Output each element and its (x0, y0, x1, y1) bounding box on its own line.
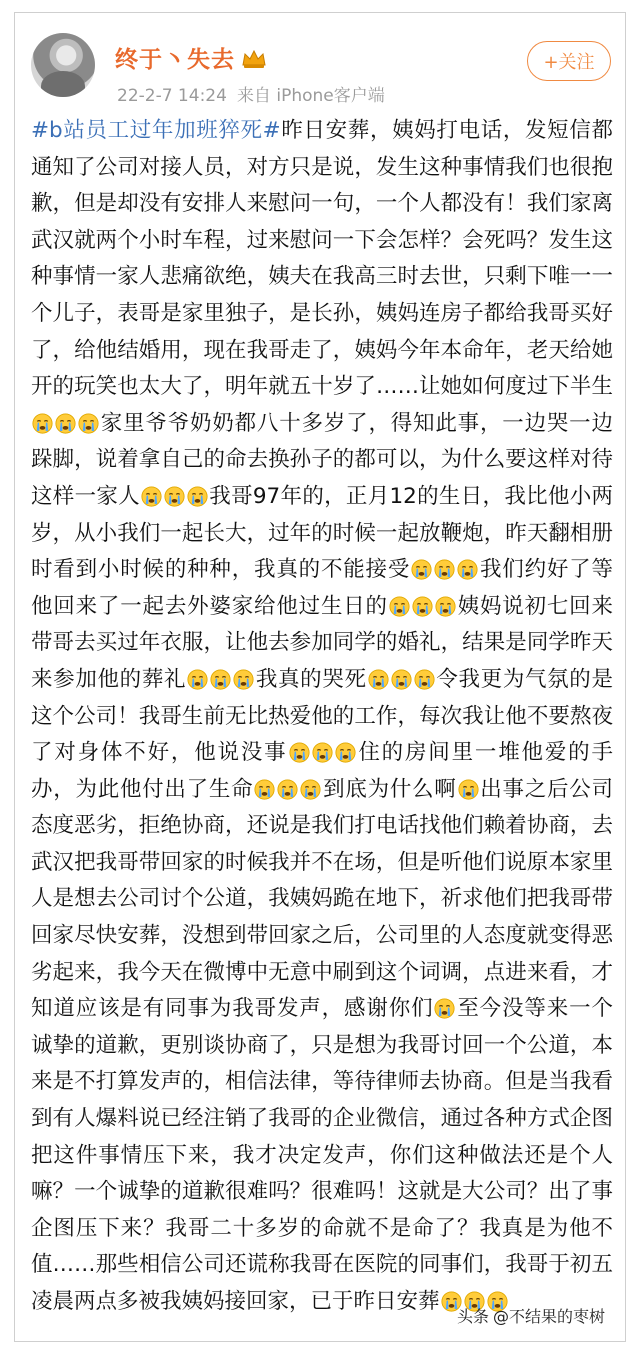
crying-face-icon (187, 669, 208, 690)
post-text-segment: 到底为什么啊 (322, 776, 457, 802)
post-text-segment: 昨日安葬，姨妈打电话，发短信都通知了公司对接人员，对方只是说，发生这种事情我们也很抱歉，但是却没有安排人来慰问一句，一个人都没有！我们家离武汉就两个小时车程，过来慰问一下会怎样？会死吗？发生这种事情一家人悲痛欲绝，姨夫在我高三时去世，只剩下唯一一个儿子，表哥是家里独子，是长孙，姨妈连房子都给我哥买好了，给他结婚用，现在我哥走了，姨妈今年本命年，老天给她开的玩笑也太大了，明年就五十岁了……让她如何度过下半生 (31, 118, 613, 400)
crying-face-icon (164, 486, 185, 507)
crying-face-icon (312, 742, 333, 763)
post-text-segment: 出事之后公司态度恶劣，拒绝协商，还说是我们打电话找他们赖着协商，去武汉把我哥带回家的时候我并不在场，但是听他们说原本家里人是想去公司讨个公道，我姨妈跪在地下，祈求他们把我哥带回家尽快安葬，没想到带回家之后，公司里的人态度就变得恶劣起来，我今天在微博中无意中刷到这个词调，点进来看，才知道应该是有同事为我哥发声，感谢你们 (31, 776, 613, 1022)
crying-face-icon (277, 779, 298, 800)
crying-face-icon (368, 669, 389, 690)
crying-face-icon (210, 669, 231, 690)
watermark-prefix: 头条 (456, 1307, 489, 1326)
post-text-segment: 至今没等来一个诚挚的道歉，更别谈协商了，只是想为我哥讨回一个公道，本来是不打算发声的，相信法律，等待律师去协商。但是当我看到有人爆料说已经注销了我哥的企业微信，通过各种方式企图把这件事情压下来，我才决定发声，你们这种做法还是个人嘛？一个诚挚的道歉很难吗？很难吗！这就是大公司？出了事企图压下来？我哥二十多岁的命就不是命了？我真是为他不值……那些相信公司还谎称我哥在医院的同事们，我哥于初五凌晨两点多被我姨妈接回家，已于昨日安葬 (31, 996, 613, 1314)
post-meta (117, 81, 385, 106)
post-text-segment: 姨妈说初七回来带哥去买过年衣服，让他去参加同学的婚礼，结果是同学昨天来参加他的葬礼 (31, 593, 613, 692)
crying-face-icon (434, 559, 455, 580)
post-source: 来自 iPhone客户端 (236, 86, 385, 106)
crying-face-icon (32, 413, 53, 434)
crying-face-icon (389, 596, 410, 617)
crying-face-icon (412, 596, 433, 617)
avatar[interactable] (31, 33, 95, 97)
post-text-segment: 令我更为气氛的是这个公司！我哥生前无比热爱他的工作，每次我让他不要熬夜了对身体不好，他说没事 (31, 666, 613, 766)
crying-face-icon (335, 742, 356, 763)
crying-face-icon (457, 559, 478, 580)
crying-face-icon (434, 998, 455, 1019)
crying-face-icon (458, 779, 479, 800)
crying-face-icon (55, 413, 76, 434)
post-text-segment: 我真的哭死 (255, 666, 367, 692)
post-text (31, 113, 613, 1321)
post-text-segment: 我哥97年的，正月12的生日，我比他小两岁，从小我们一起长大，过年的时候一起放鞭炮，昨天翻相册时看到小时候的种种，我真的不能接受 (31, 483, 613, 583)
post-text-segment: 家里爷爷奶奶都八十多岁了，得知此事，一边哭一边跺脚，说着拿自己的命去换孙子的都可以，为什么要这样对待这样一家人 (31, 410, 613, 509)
crying-face-icon (391, 669, 412, 690)
hashtag-link[interactable]: #b站员工过年加班猝死# (31, 118, 281, 143)
crying-face-icon (414, 669, 435, 690)
crying-face-icon (78, 413, 99, 434)
author-name[interactable] (115, 41, 267, 74)
crying-face-icon (187, 486, 208, 507)
post-text-segment: 住的房间里一堆他爱的手办，为此他付出了生命 (31, 740, 613, 802)
follow-button[interactable]: +关注 (527, 41, 611, 81)
post-text-segment: 我们约好了等他回来了一起去外婆家给他过生日的 (31, 557, 613, 619)
author-name-text[interactable]: 终于丶失去 (115, 47, 235, 73)
post-timestamp: 22-2-7 14:24 (117, 86, 227, 106)
crying-face-icon (141, 486, 162, 507)
crying-face-icon (289, 742, 310, 763)
screenshot-frame (14, 12, 626, 1342)
crying-face-icon (233, 669, 254, 690)
post-header (31, 27, 611, 107)
watermark-handle: @不结果的枣树 (492, 1307, 605, 1326)
crying-face-icon (435, 596, 456, 617)
crown-icon (241, 49, 267, 69)
watermark (457, 1304, 605, 1327)
crying-face-icon (254, 779, 275, 800)
crying-face-icon (411, 559, 432, 580)
crying-face-icon (300, 779, 321, 800)
